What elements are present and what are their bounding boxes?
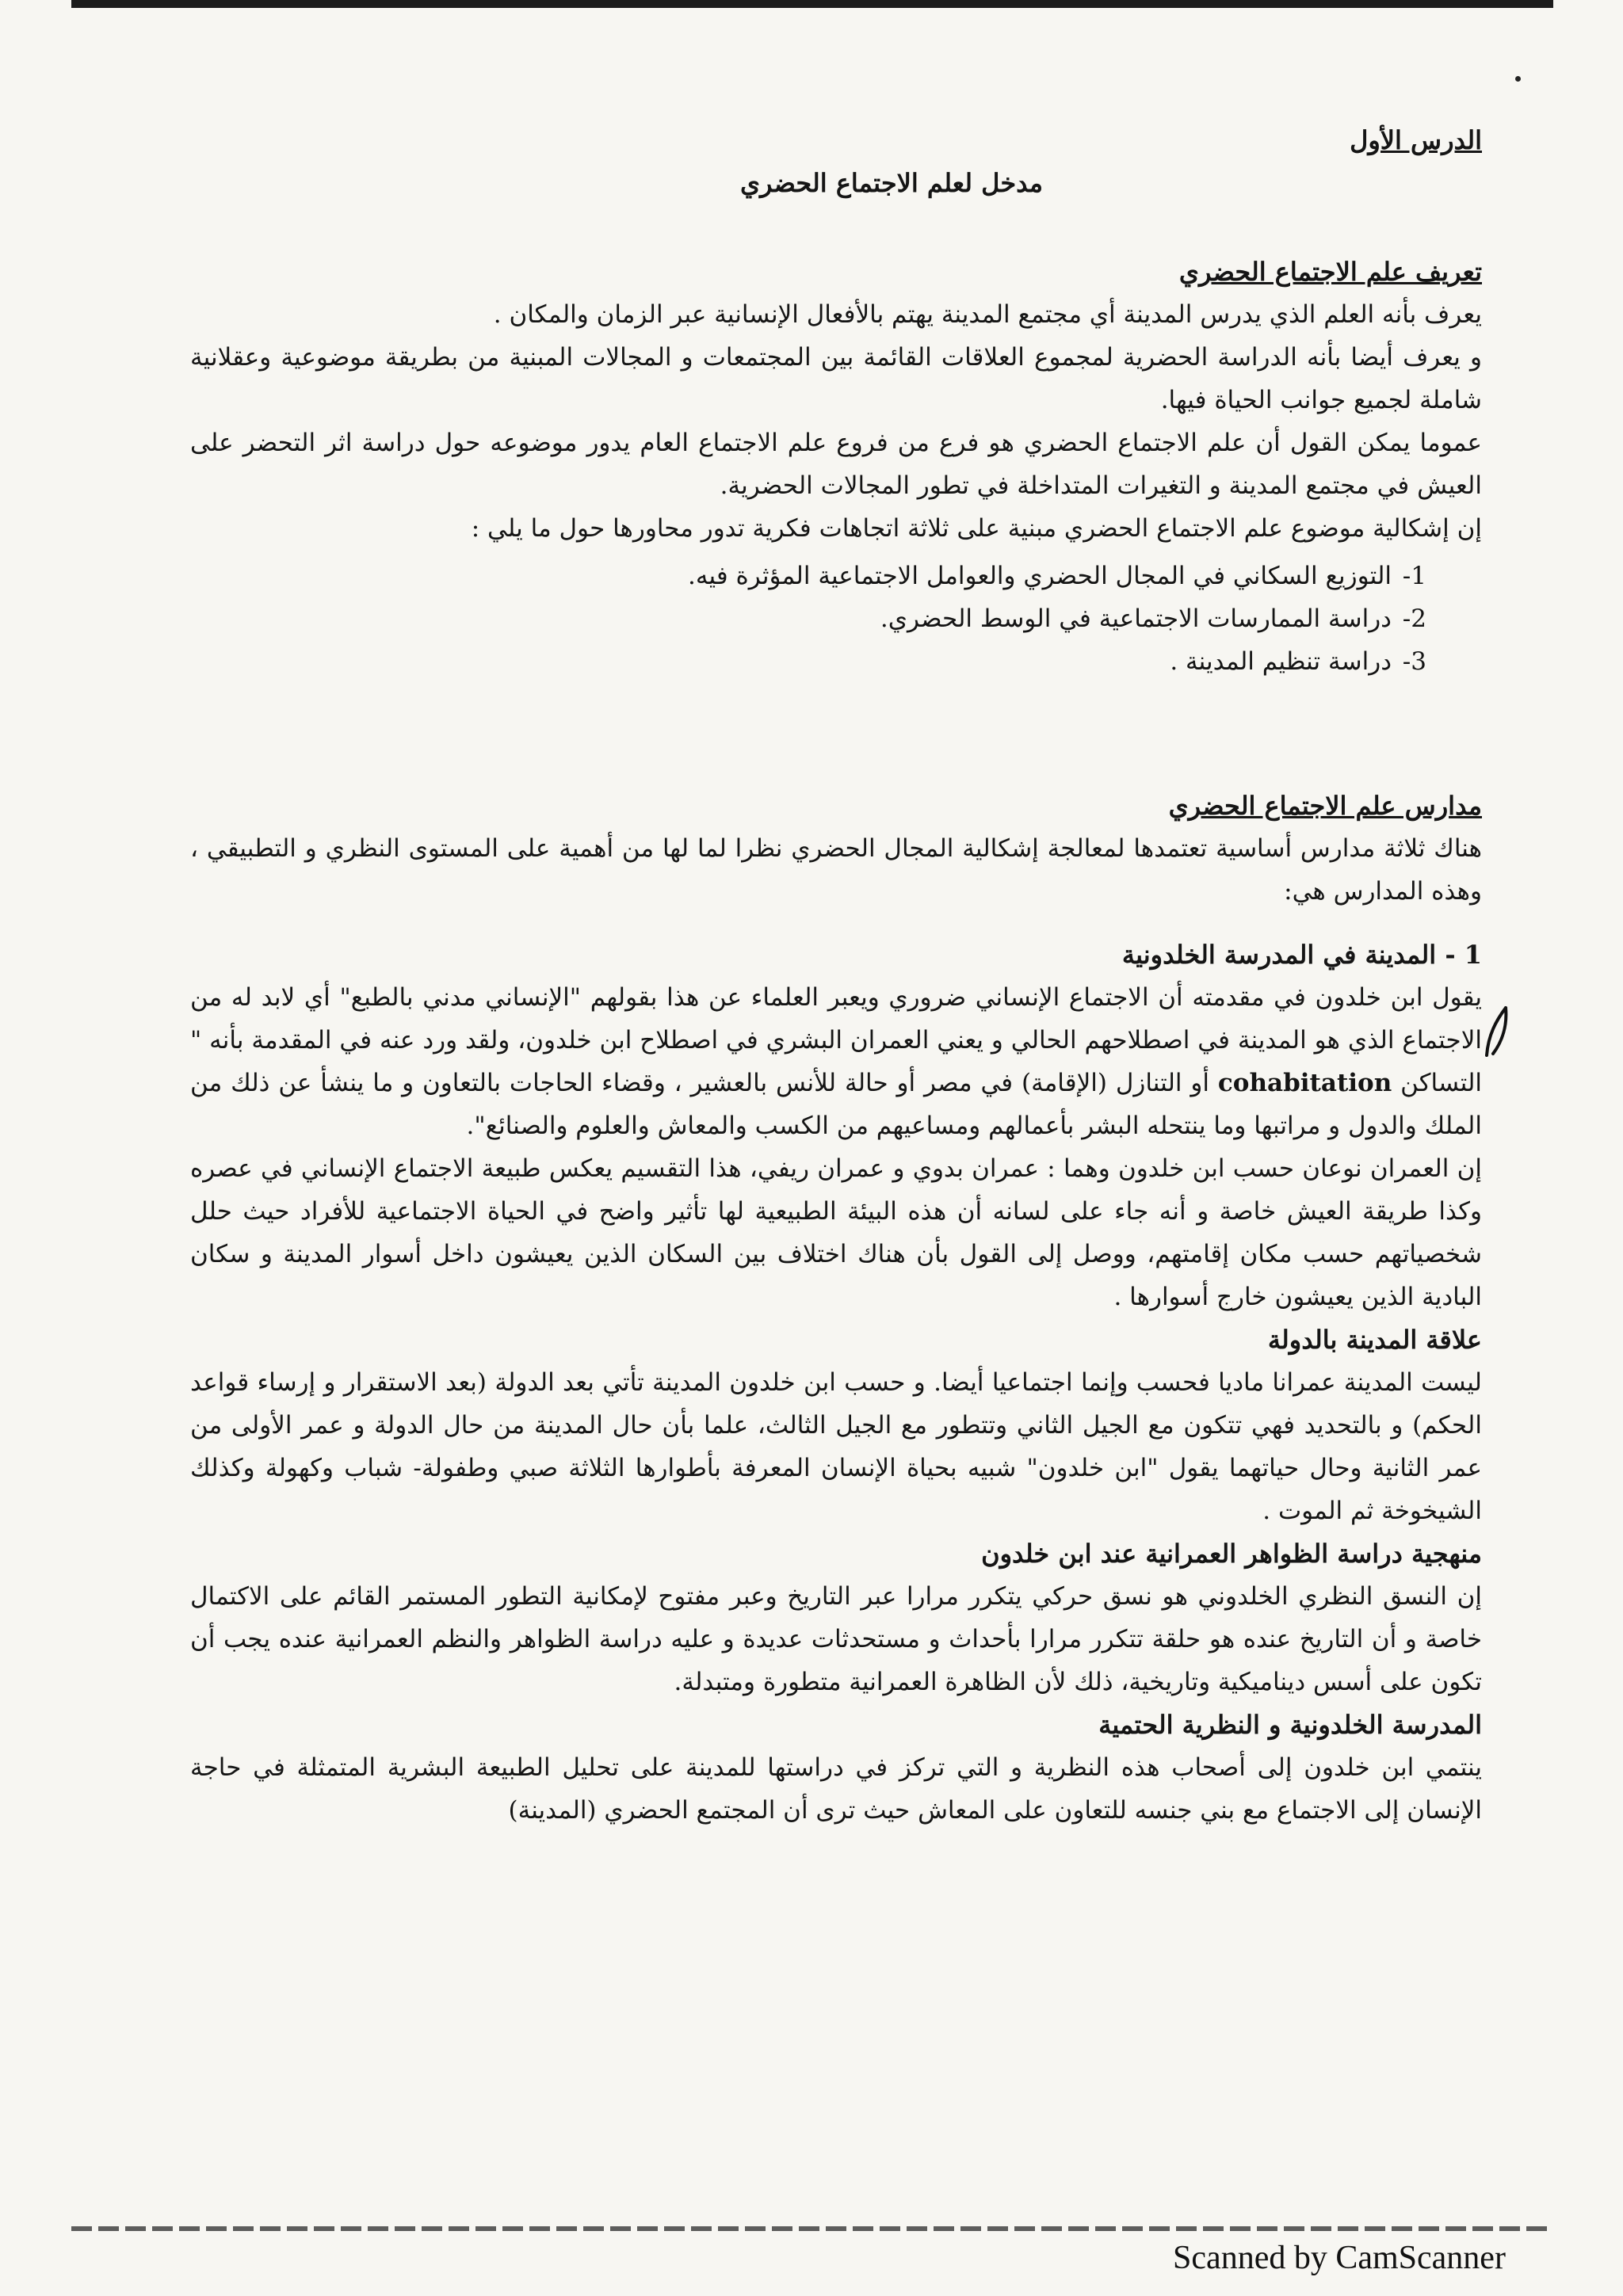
subheading-determinism: المدرسة الخلدونية و النظرية الحتمية [1098,1710,1482,1740]
schools-intro: هناك ثلاثة مدارس أساسية تعتمدها لمعالجة إشكالية المجال الحضري نظرا لما لها من أهمية على المستوى النظري و التطبيقي ، وهذه المدارس هي: [190,834,1482,906]
list-item: 3-دراسة تنظيم المدينة . [1170,647,1426,676]
definition-paragraph-3: عموما يمكن القول أن علم الاجتماع الحضري هو فرع من فروع علم الاجتماع العام يدور موضوعه حول دراسة اثر التحضر على العيش في مجتمع المدينة و التغيرات المتداخلة في تطور المجالات الحضرية. [190,429,1482,500]
khaldun-paragraph-2: إن العمران نوعان حسب ابن خلدون وهما : عمران بدوي و عمران ريفي، هذا التقسيم يعكس طبيعة الاجتماع الإنساني في عصره وكذا طريقة العيش خاصة و أنه جاء على لسانه أن هذه البيئة الطبيعية لها تأثير واضح في الحياة الاجتماعية للأفراد حيث حلل شخصياتهم حسب مكان إقامتهم، ووصل إلى القول بأن هناك اختلاف بين السكان الذين يعيشون داخل أسوار المدينة و سكان البادية الذين يعيشون خارج أسوارها . [190,1154,1482,1311]
list-item: 2-دراسة الممارسات الاجتماعية في الوسط الحضري. [880,605,1426,633]
lesson-label: الدرس الأول [1350,125,1482,155]
khaldun-paragraph-1: يقول ابن خلدون في مقدمته أن الاجتماع الإنساني ضروري ويعبر العلماء عن هذا بقولهم "الإنساني مدني بالطبع" أي لابد له من الاجتماع الذي هو المدينة في اصطلاحهم الحالي و يعني العمران البشري في اصطلاح ابن خلدون، ولقد ورد عنه في المقدمة بأنه " التساكن cohabitation أو التنازل (الإقامة) في مصر أو حالة للأنس بالعشير ، وقضاء الحاجات بالتعاون و ما ينشأ عن ذلك من الملك والدول و مراتبها وما ينتحله البشر بأعمالهم ومساعيهم من الكسب والمعاش والعلوم والصنائع". [190,983,1483,1140]
latin-term: cohabitation [1217,1069,1392,1097]
determinism-paragraph: ينتمي ابن خلدون إلى أصحاب هذه النظرية و التي تركز في دراستها للمدينة على تحليل الطبيعة البشرية المتمثلة في حاجة الإنسان إلى الاجتماع مع بني جنسه للتعاون على المعاش حيث ترى أن المجتمع الحضري (المدينة) [190,1753,1482,1825]
methodology-paragraph: إن النسق النظري الخلدوني هو نسق حركي يتكرر مرارا عبر التاريخ وعبر مفتوح لإمكانية التطور المستمر القائم على الاكتمال خاصة و أن التاريخ عنده هو حلقة تتكرر مرارا بأحداث و مستحدثات عديدة و عليه دراسة الظواهر والنظم العمرانية عنده يجب أن تكون على أسس ديناميكية وتاريخية، ذلك لأن الظاهرة العمرانية متطورة ومتبدلة. [190,1582,1482,1696]
scanner-watermark: Scanned by CamScanner [1173,2240,1506,2276]
scan-top-edge [71,0,1553,8]
handwritten-bracket-mark [1482,1005,1514,1060]
subheading-khaldun-school: 1 - المدينة في المدرسة الخلدونية [1121,940,1482,970]
definition-paragraph-4: إن إشكالية موضوع علم الاجتماع الحضري مبنية على ثلاثة اتجاهات فكرية تدور محاورها حول ما يلي : [471,514,1482,543]
trends-list [190,555,1482,683]
subheading-city-state: علاقة المدينة بالدولة [1267,1325,1482,1355]
definition-paragraph-1: يعرف بأنه العلم الذي يدرس المدينة أي مجتمع المدينة يهتم بالأفعال الإنسانية عبر الزمان والمكان . [493,300,1482,329]
main-title: مدخل لعلم الاجتماع الحضري [739,168,1044,198]
subheading-methodology: منهجية دراسة الظواهر العمرانية عند ابن خلدون [981,1539,1482,1569]
list-item: 1-التوزيع السكاني في المجال الحضري والعوامل الاجتماعية المؤثرة فيه. [688,562,1426,590]
scan-bottom-edge [71,2226,1553,2231]
section-heading-schools: مدارس علم الاجتماع الحضري [1168,791,1482,821]
city-state-paragraph: ليست المدينة عمرانا ماديا فحسب وإنما اجتماعيا أيضا. و حسب ابن خلدون المدينة تأتي بعد الدولة (بعد الاستقرار و إرساء قواعد الحكم) و بالتحديد فهي تتكون مع الجيل الثاني وتتطور مع الجيل الثالث، علما بأن حال المدينة من حال الدولة و عمر الأولى من عمر الثانية وحال حياتهما يقول "ابن خلدون" شبيه بحياة الإنسان المعرفة بأطوارها الثلاثة صبي وطفولة- شباب وكهولة وكذلك الشيخوخة ثم الموت . [190,1368,1482,1525]
section-heading-definition: تعريف علم الاجتماع الحضري [1178,257,1482,287]
definition-paragraph-2: و يعرف أيضا بأنه الدراسة الحضرية لمجموع العلاقات القائمة بين المجتمعات و المجالات المبنية من بطريقة موضوعية وعقلانية شاملة لجميع جوانب الحياة فيها. [190,343,1482,414]
document-body [190,119,1482,1832]
scan-speck [1515,76,1521,82]
